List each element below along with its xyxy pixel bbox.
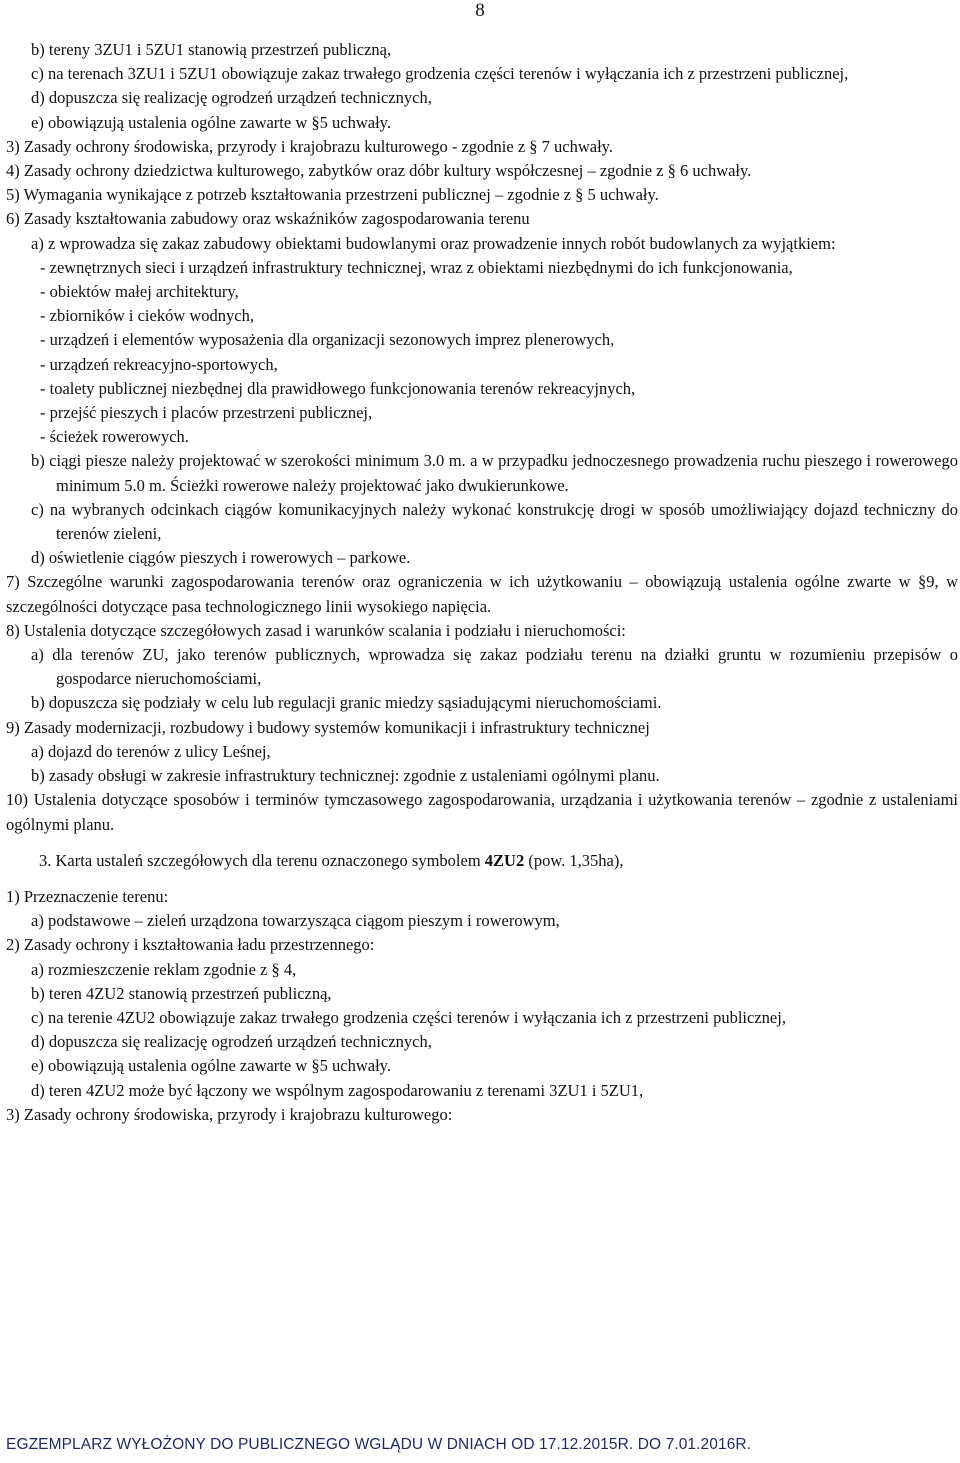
page-number: 8	[475, 0, 485, 21]
section-4: 4) Zasady ochrony dziedzictwa kulturowego, zabytków oraz dóbr kultury współczesnej – zgodnie z § 6 uchwały.	[6, 161, 752, 181]
section-3b: 3) Zasady ochrony środowiska, przyrody i krajobrazu kulturowego:	[6, 1104, 453, 1124]
list-item: c) na terenie 4ZU2 obowiązuje zakaz trwałego grodzenia części terenów i wyłączania ich z przestrzeni publicznej,	[31, 1007, 786, 1027]
list-item: - urządzeń rekreacyjno-sportowych,	[40, 354, 278, 374]
footer-notice: EGZEMPLARZ WYŁOŻONY DO PUBLICZNEGO WGLĄDU W DNIACH OD 17.12.2015R. DO 7.01.2016R.	[6, 1436, 752, 1453]
list-item: - przejść pieszych i placów przestrzeni publicznej,	[40, 403, 373, 423]
list-item: b) zasady obsługi w zakresie infrastruktury technicznej: zgodnie z ustaleniami ogólnymi planu.	[31, 766, 660, 786]
section-3: 3) Zasady ochrony środowiska, przyrody i krajobrazu kulturowego - zgodnie z § 7 uchwały.	[6, 136, 613, 156]
section-5: 5) Wymagania wynikające z potrzeb kształtowania przestrzeni publicznej – zgodnie z § 5 uchwały.	[6, 185, 659, 205]
list-item: e) obowiązują ustalenia ogólne zawarte w §5 uchwały.	[31, 1056, 391, 1076]
card-heading: 3. Karta ustaleń szczegółowych dla terenu oznaczonego symbolem 4ZU2 (pow. 1,35ha),	[39, 850, 624, 870]
symbol-bold: 4ZU2	[484, 850, 525, 870]
list-item: - ścieżek rowerowych.	[40, 427, 189, 447]
section-9: 9) Zasady modernizacji, rozbudowy i budowy systemów komunikacji i infrastruktury technicznej	[6, 717, 650, 737]
list-item: d) teren 4ZU2 może być łączony we wspólnym zagospodarowaniu z terenami 3ZU1 i 5ZU1,	[31, 1080, 644, 1100]
list-item: d) dopuszcza się realizację ogrodzeń urządzeń technicznych,	[31, 88, 432, 108]
section-10: 10) Ustalenia dotyczące sposobów i terminów tymczasowego zagospodarowania, urządzania i użytkowania terenów – zgodnie z ustaleniami ogólnymi planu.	[6, 790, 958, 834]
list-item: - toalety publicznej niezbędnej dla prawidłowego funkcjonowania terenów rekreacyjnych,	[40, 378, 636, 398]
list-item: - urządzeń i elementów wyposażenia dla organizacji sezonowych imprez plenerowych,	[40, 330, 615, 350]
list-item: e) obowiązują ustalenia ogólne zawarte w §5 uchwały.	[31, 112, 391, 132]
list-item: b) teren 4ZU2 stanowią przestrzeń publiczną,	[31, 983, 332, 1003]
list-item: a) rozmieszczenie reklam zgodnie z § 4,	[31, 959, 297, 979]
section-6: 6) Zasady kształtowania zabudowy oraz wskaźników zagospodarowania terenu	[6, 209, 530, 229]
list-item: c) na wybranych odcinkach ciągów komunikacyjnych należy wykonać konstrukcję drogi w sposób umożliwiający dojazd techniczny do terenów zieleni,	[31, 499, 958, 544]
section-7: 7) Szczególne warunki zagospodarowania terenów oraz ograniczenia w ich użytkowaniu – obowiązują ustalenia ogólne zwarte w §9, w szczególności dotyczące pasa technologicznego linii wysokiego napięcia.	[6, 572, 958, 616]
list-item: b) tereny 3ZU1 i 5ZU1 stanowią przestrzeń publiczną,	[31, 40, 392, 59]
document-body	[6, 38, 958, 1127]
list-item: - obiektów małej architektury,	[40, 282, 239, 302]
list-item: d) oświetlenie ciągów pieszych i rowerowych – parkowe.	[31, 548, 411, 568]
list-item: c) na terenach 3ZU1 i 5ZU1 obowiązuje zakaz trwałego grodzenia części terenów i wyłączania ich z przestrzeni publicznej,	[31, 64, 849, 84]
list-item: a) podstawowe – zieleń urządzona towarzysząca ciągom pieszym i rowerowym,	[31, 911, 560, 931]
section-1: 1) Przeznaczenie terenu:	[6, 886, 169, 906]
list-item: d) dopuszcza się realizację ogrodzeń urządzeń technicznych,	[31, 1032, 432, 1052]
list-item: a) dla terenów ZU, jako terenów publicznych, wprowadza się zakaz podziału terenu na działki gruntu w rozumieniu przepisów o gospodarce nieruchomościami,	[31, 645, 958, 689]
section-2: 2) Zasady ochrony i kształtowania ładu przestrzennego:	[6, 935, 375, 955]
list-item: a) dojazd do terenów z ulicy Leśnej,	[31, 741, 271, 761]
list-item: - zbiorników i cieków wodnych,	[40, 306, 254, 326]
list-item: a) z wprowadza się zakaz zabudowy obiektami budowlanymi oraz prowadzenie innych robót budowlanych za wyjątkiem:	[31, 233, 836, 253]
list-item: - zewnętrznych sieci i urządzeń infrastruktury technicznej, wraz z obiektami niezbędnymi do ich funkcjonowania,	[40, 257, 793, 277]
section-8: 8) Ustalenia dotyczące szczegółowych zasad i warunków scalania i podziału i nieruchomości:	[6, 620, 626, 640]
list-item: b) dopuszcza się podziały w celu lub regulacji granic miedzy sąsiadującymi nieruchomościami.	[31, 693, 662, 713]
list-item: b) ciągi piesze należy projektować w szerokości minimum 3.0 m. a w przypadku jednoczesnego prowadzenia ruchu pieszego i rowerowego minimum 5.0 m. Ścieżki rowerowe należy projektować jako dwukierunkowe.	[31, 451, 958, 495]
